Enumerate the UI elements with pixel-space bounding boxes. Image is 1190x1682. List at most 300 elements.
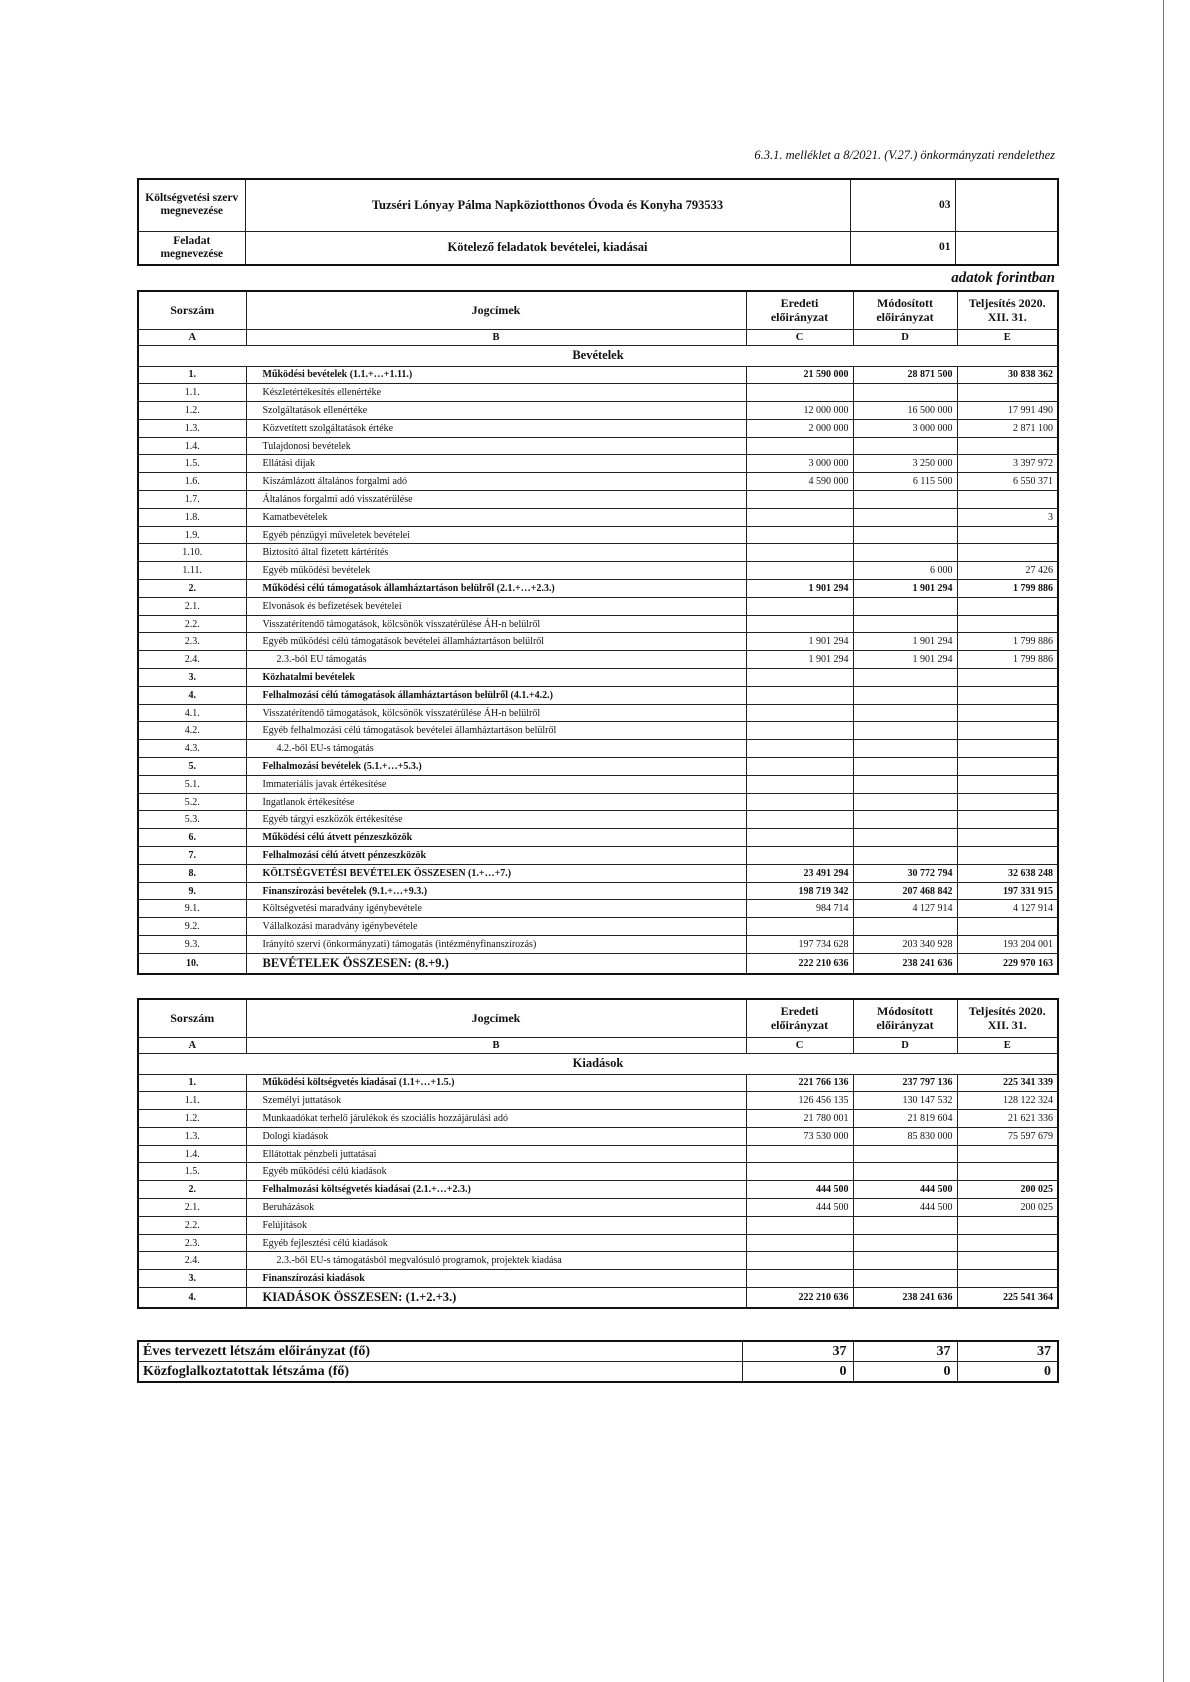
table-row — [138, 633, 1058, 651]
row-label: Felhalmozási költségvetés kiadásai (2.1.+…+2.3.) — [246, 1181, 746, 1199]
table-row — [138, 775, 1058, 793]
row-label: Dologi kiadások — [246, 1127, 746, 1145]
header-task-empty — [955, 231, 1058, 265]
value-modositott — [853, 384, 957, 402]
value-eredeti: 221 766 136 — [746, 1074, 853, 1092]
header-task-code: 01 — [850, 231, 955, 265]
row-label: Ellátottak pénzbeli juttatásai — [246, 1145, 746, 1163]
row-number: 4. — [138, 686, 246, 704]
row-number: 3. — [138, 669, 246, 687]
row-number: 4.3. — [138, 740, 246, 758]
value-modositott — [853, 597, 957, 615]
value-teljesites — [957, 544, 1058, 562]
col-letter-e: E — [957, 1037, 1058, 1053]
row-number: 9.1. — [138, 900, 246, 918]
value-modositott — [853, 669, 957, 687]
value-teljesites — [957, 597, 1058, 615]
table-row — [138, 1092, 1058, 1110]
value-eredeti — [746, 508, 853, 526]
value-eredeti: 444 500 — [746, 1199, 853, 1217]
table-row — [138, 1288, 1058, 1309]
expense-table — [137, 998, 1059, 1309]
table-row — [138, 562, 1058, 580]
value-teljesites: 1 799 886 — [957, 633, 1058, 651]
staff-value-c: 37 — [742, 1341, 853, 1362]
value-teljesites: 4 127 914 — [957, 900, 1058, 918]
row-number: 2.3. — [138, 633, 246, 651]
value-modositott: 85 830 000 — [853, 1127, 957, 1145]
row-label: Személyi juttatások — [246, 1092, 746, 1110]
value-eredeti — [746, 758, 853, 776]
value-modositott: 1 901 294 — [853, 633, 957, 651]
value-modositott: 237 797 136 — [853, 1074, 957, 1092]
row-number: 9. — [138, 882, 246, 900]
row-number: 1.6. — [138, 473, 246, 491]
value-eredeti — [746, 793, 853, 811]
col-letter-c: C — [746, 329, 853, 345]
row-number: 1.10. — [138, 544, 246, 562]
value-teljesites — [957, 1145, 1058, 1163]
units-note: adatok forintban — [951, 270, 1055, 286]
row-label: Kiszámlázott általános forgalmi adó — [246, 473, 746, 491]
row-number: 5.1. — [138, 775, 246, 793]
value-modositott: 21 819 604 — [853, 1110, 957, 1128]
header-org-name: Tuzséri Lónyay Pálma Napköziotthonos Óvoda és Konyha 793533 — [245, 179, 850, 231]
row-number: 2.3. — [138, 1234, 246, 1252]
row-number: 2. — [138, 1181, 246, 1199]
table-row — [138, 1199, 1058, 1217]
table-row — [138, 669, 1058, 687]
row-number: 3. — [138, 1270, 246, 1288]
row-label: Egyéb működési célú kiadások — [246, 1163, 746, 1181]
value-modositott — [853, 544, 957, 562]
value-eredeti — [746, 615, 853, 633]
value-modositott: 6 115 500 — [853, 473, 957, 491]
table-row — [138, 1181, 1058, 1199]
value-eredeti: 1 901 294 — [746, 651, 853, 669]
value-teljesites — [957, 758, 1058, 776]
row-label: Működési bevételek (1.1.+…+1.11.) — [246, 366, 746, 384]
value-eredeti — [746, 829, 853, 847]
row-label: Közhatalmi bevételek — [246, 669, 746, 687]
value-modositott: 444 500 — [853, 1181, 957, 1199]
value-teljesites — [957, 526, 1058, 544]
value-modositott: 30 772 794 — [853, 864, 957, 882]
value-teljesites — [957, 669, 1058, 687]
value-eredeti: 21 590 000 — [746, 366, 853, 384]
value-teljesites: 17 991 490 — [957, 402, 1058, 420]
table-row — [138, 419, 1058, 437]
value-teljesites — [957, 918, 1058, 936]
value-teljesites — [957, 384, 1058, 402]
revenue-section-title: Bevételek — [138, 345, 1058, 366]
value-teljesites — [957, 775, 1058, 793]
value-modositott — [853, 491, 957, 509]
value-teljesites — [957, 847, 1058, 865]
value-eredeti — [746, 704, 853, 722]
col-teljesites: Teljesítés 2020. XII. 31. — [957, 291, 1058, 329]
value-modositott — [853, 722, 957, 740]
value-eredeti — [746, 722, 853, 740]
value-modositott: 1 901 294 — [853, 580, 957, 598]
value-modositott — [853, 1145, 957, 1163]
row-label: Általános forgalmi adó visszatérülése — [246, 491, 746, 509]
value-modositott — [853, 793, 957, 811]
value-modositott — [853, 811, 957, 829]
header-org-label: Költségvetési szerv megnevezése — [138, 179, 245, 231]
row-label: Ellátási díjak — [246, 455, 746, 473]
value-teljesites: 2 871 100 — [957, 419, 1058, 437]
staff-row — [138, 1362, 1058, 1383]
row-number: 1.5. — [138, 1163, 246, 1181]
row-label: BEVÉTELEK ÖSSZESEN: (8.+9.) — [246, 953, 746, 974]
col-sorszam: Sorszám — [138, 291, 246, 329]
row-label: Irányító szervi (önkormányzati) támogatás (intézményfinanszírozás) — [246, 936, 746, 954]
value-eredeti — [746, 544, 853, 562]
row-label: Visszatérítendő támogatások, kölcsönök visszatérülése ÁH-n belülről — [246, 615, 746, 633]
value-teljesites — [957, 1234, 1058, 1252]
table-row — [138, 1163, 1058, 1181]
row-number: 2.1. — [138, 1199, 246, 1217]
value-modositott: 6 000 — [853, 562, 957, 580]
value-modositott — [853, 1234, 957, 1252]
table-row — [138, 936, 1058, 954]
value-modositott — [853, 775, 957, 793]
table-row — [138, 384, 1058, 402]
value-teljesites — [957, 793, 1058, 811]
row-number: 1. — [138, 366, 246, 384]
table-row — [138, 1270, 1058, 1288]
row-label: Költségvetési maradvány igénybevétele — [246, 900, 746, 918]
col-jogcimek: Jogcímek — [246, 291, 746, 329]
col-modositott: Módosított előirányzat — [853, 291, 957, 329]
value-teljesites: 225 341 339 — [957, 1074, 1058, 1092]
row-number: 9.3. — [138, 936, 246, 954]
header-org-code: 03 — [850, 179, 955, 231]
value-teljesites: 3 — [957, 508, 1058, 526]
header-task-name: Kötelező feladatok bevételei, kiadásai — [245, 231, 850, 265]
value-modositott: 207 468 842 — [853, 882, 957, 900]
value-teljesites: 27 426 — [957, 562, 1058, 580]
expense-rows — [138, 1074, 1058, 1308]
table-row — [138, 597, 1058, 615]
value-teljesites — [957, 437, 1058, 455]
value-eredeti — [746, 1216, 853, 1234]
row-number: 5. — [138, 758, 246, 776]
value-eredeti — [746, 918, 853, 936]
value-eredeti — [746, 1270, 853, 1288]
value-eredeti: 126 456 135 — [746, 1092, 853, 1110]
row-label: Felhalmozási célú átvett pénzeszközök — [246, 847, 746, 865]
row-number: 2.2. — [138, 615, 246, 633]
row-label: Egyéb működési célú támogatások bevételei államháztartáson belülről — [246, 633, 746, 651]
value-teljesites: 200 025 — [957, 1181, 1058, 1199]
value-eredeti: 197 734 628 — [746, 936, 853, 954]
table-row — [138, 615, 1058, 633]
row-number: 5.3. — [138, 811, 246, 829]
table-row — [138, 722, 1058, 740]
row-number: 2.2. — [138, 1216, 246, 1234]
value-teljesites — [957, 722, 1058, 740]
row-label: 2.3.-ból EU támogatás — [246, 651, 746, 669]
staff-label: Közfoglalkoztatottak létszáma (fő) — [138, 1362, 742, 1383]
header-org-empty — [955, 179, 1058, 231]
table-row — [138, 508, 1058, 526]
value-teljesites: 21 621 336 — [957, 1110, 1058, 1128]
col-sorszam: Sorszám — [138, 999, 246, 1037]
value-modositott — [853, 847, 957, 865]
table-row — [138, 1252, 1058, 1270]
table-row — [138, 580, 1058, 598]
row-number: 2.4. — [138, 1252, 246, 1270]
scan-edge-line — [1163, 0, 1164, 1682]
row-label: Szolgáltatások ellenértéke — [246, 402, 746, 420]
value-eredeti — [746, 1145, 853, 1163]
value-teljesites — [957, 615, 1058, 633]
value-eredeti — [746, 491, 853, 509]
row-label: Működési célú támogatások államháztartáson belülről (2.1.+…+2.3.) — [246, 580, 746, 598]
value-eredeti: 1 901 294 — [746, 633, 853, 651]
row-number: 2. — [138, 580, 246, 598]
value-modositott: 3 000 000 — [853, 419, 957, 437]
value-eredeti: 222 210 636 — [746, 953, 853, 974]
value-teljesites: 3 397 972 — [957, 455, 1058, 473]
row-number: 4.1. — [138, 704, 246, 722]
col-letter-a: A — [138, 329, 246, 345]
col-letter-b: B — [246, 1037, 746, 1053]
row-number: 1.2. — [138, 1110, 246, 1128]
value-teljesites — [957, 1252, 1058, 1270]
value-eredeti: 12 000 000 — [746, 402, 853, 420]
row-label: Immateriális javak értékesítése — [246, 775, 746, 793]
revenue-table — [137, 290, 1059, 975]
expense-section-title: Kiadások — [138, 1053, 1058, 1074]
staff-value-c: 0 — [742, 1362, 853, 1383]
table-row — [138, 366, 1058, 384]
table-row — [138, 1234, 1058, 1252]
col-eredeti: Eredeti előirányzat — [746, 999, 853, 1037]
row-number: 1.7. — [138, 491, 246, 509]
table-row — [138, 900, 1058, 918]
annex-reference: 6.3.1. melléklet a 8/2021. (V.27.) önkormányzati rendelethez — [754, 148, 1055, 162]
value-eredeti: 23 491 294 — [746, 864, 853, 882]
value-eredeti — [746, 740, 853, 758]
col-letter-a: A — [138, 1037, 246, 1053]
table-row — [138, 1110, 1058, 1128]
row-number: 5.2. — [138, 793, 246, 811]
value-modositott — [853, 740, 957, 758]
value-eredeti: 73 530 000 — [746, 1127, 853, 1145]
row-number: 1.1. — [138, 384, 246, 402]
table-row — [138, 811, 1058, 829]
value-teljesites: 1 799 886 — [957, 580, 1058, 598]
value-teljesites — [957, 686, 1058, 704]
row-number: 2.1. — [138, 597, 246, 615]
header-task-label: Feladat megnevezése — [138, 231, 245, 265]
value-eredeti — [746, 1163, 853, 1181]
row-label: KIADÁSOK ÖSSZESEN: (1.+2.+3.) — [246, 1288, 746, 1309]
row-number: 7. — [138, 847, 246, 865]
table-row — [138, 544, 1058, 562]
row-label: Biztosító által fizetett kártérítés — [246, 544, 746, 562]
table-row — [138, 953, 1058, 974]
table-row — [138, 651, 1058, 669]
value-eredeti — [746, 562, 853, 580]
value-eredeti — [746, 1252, 853, 1270]
col-letter-d: D — [853, 1037, 957, 1053]
col-jogcimek: Jogcímek — [246, 999, 746, 1037]
value-modositott: 1 901 294 — [853, 651, 957, 669]
table-row — [138, 526, 1058, 544]
row-label: Működési költségvetés kiadásai (1.1+…+1.5.) — [246, 1074, 746, 1092]
value-modositott: 16 500 000 — [853, 402, 957, 420]
value-eredeti: 444 500 — [746, 1181, 853, 1199]
row-number: 9.2. — [138, 918, 246, 936]
value-modositott: 4 127 914 — [853, 900, 957, 918]
row-label: Felhalmozási célú támogatások államháztartáson belülről (4.1.+4.2.) — [246, 686, 746, 704]
value-teljesites: 128 122 324 — [957, 1092, 1058, 1110]
value-teljesites: 197 331 915 — [957, 882, 1058, 900]
table-row — [138, 793, 1058, 811]
row-label: Elvonások és befizetések bevételei — [246, 597, 746, 615]
value-modositott — [853, 758, 957, 776]
row-label: Vállalkozási maradvány igénybevétele — [246, 918, 746, 936]
table-row — [138, 918, 1058, 936]
value-eredeti — [746, 526, 853, 544]
value-eredeti: 21 780 001 — [746, 1110, 853, 1128]
value-teljesites: 75 597 679 — [957, 1127, 1058, 1145]
row-label: 2.3.-ből EU-s támogatásból megvalósuló programok, projektek kiadása — [246, 1252, 746, 1270]
row-label: Munkaadókat terhelő járulékok és szociális hozzájárulási adó — [246, 1110, 746, 1128]
row-label: Ingatlanok értékesítése — [246, 793, 746, 811]
value-modositott: 130 147 532 — [853, 1092, 957, 1110]
header-table — [137, 178, 1059, 266]
value-teljesites: 229 970 163 — [957, 953, 1058, 974]
value-eredeti — [746, 847, 853, 865]
row-number: 1.8. — [138, 508, 246, 526]
value-modositott — [853, 615, 957, 633]
row-number: 1.3. — [138, 1127, 246, 1145]
value-eredeti — [746, 384, 853, 402]
value-eredeti — [746, 811, 853, 829]
value-teljesites — [957, 740, 1058, 758]
table-row — [138, 1145, 1058, 1163]
value-modositott: 444 500 — [853, 1199, 957, 1217]
row-label: Felhalmozási bevételek (5.1.+…+5.3.) — [246, 758, 746, 776]
col-letter-d: D — [853, 329, 957, 345]
row-label: Kamatbevételek — [246, 508, 746, 526]
value-modositott: 28 871 500 — [853, 366, 957, 384]
value-eredeti — [746, 669, 853, 687]
value-modositott: 3 250 000 — [853, 455, 957, 473]
row-number: 10. — [138, 953, 246, 974]
row-number: 1.1. — [138, 1092, 246, 1110]
table-row — [138, 491, 1058, 509]
row-label: Egyéb működési bevételek — [246, 562, 746, 580]
table-row — [138, 882, 1058, 900]
col-letter-e: E — [957, 329, 1058, 345]
row-label: KÖLTSÉGVETÉSI BEVÉTELEK ÖSSZESEN (1.+…+7.) — [246, 864, 746, 882]
row-number: 1.4. — [138, 1145, 246, 1163]
value-modositott — [853, 508, 957, 526]
table-row — [138, 1074, 1058, 1092]
value-teljesites: 1 799 886 — [957, 651, 1058, 669]
table-row — [138, 473, 1058, 491]
row-label: 4.2.-ből EU-s támogatás — [246, 740, 746, 758]
col-eredeti: Eredeti előirányzat — [746, 291, 853, 329]
staff-value-e: 37 — [957, 1341, 1058, 1362]
revenue-rows — [138, 366, 1058, 974]
staff-table — [137, 1340, 1059, 1383]
row-number: 1.9. — [138, 526, 246, 544]
row-label: Készletértékesítés ellenértéke — [246, 384, 746, 402]
value-modositott — [853, 1270, 957, 1288]
value-modositott — [853, 829, 957, 847]
value-modositott: 238 241 636 — [853, 1288, 957, 1309]
value-modositott — [853, 918, 957, 936]
value-modositott: 238 241 636 — [853, 953, 957, 974]
value-eredeti: 222 210 636 — [746, 1288, 853, 1309]
value-teljesites: 32 638 248 — [957, 864, 1058, 882]
col-modositott: Módosított előirányzat — [853, 999, 957, 1037]
table-row — [138, 847, 1058, 865]
row-number: 8. — [138, 864, 246, 882]
table-row — [138, 402, 1058, 420]
value-modositott — [853, 437, 957, 455]
value-modositott — [853, 686, 957, 704]
value-modositott — [853, 704, 957, 722]
row-number: 1.5. — [138, 455, 246, 473]
row-number: 6. — [138, 829, 246, 847]
row-label: Finanszírozási kiadások — [246, 1270, 746, 1288]
table-row — [138, 437, 1058, 455]
row-label: Finanszírozási bevételek (9.1.+…+9.3.) — [246, 882, 746, 900]
value-teljesites — [957, 1216, 1058, 1234]
value-eredeti — [746, 597, 853, 615]
value-teljesites — [957, 491, 1058, 509]
value-modositott: 203 340 928 — [853, 936, 957, 954]
value-modositott — [853, 526, 957, 544]
row-number: 1.4. — [138, 437, 246, 455]
row-label: Tulajdonosi bevételek — [246, 437, 746, 455]
col-letter-c: C — [746, 1037, 853, 1053]
value-modositott — [853, 1163, 957, 1181]
row-number: 1. — [138, 1074, 246, 1092]
table-row — [138, 1127, 1058, 1145]
row-label: Egyéb tárgyi eszközök értékesítése — [246, 811, 746, 829]
value-eredeti — [746, 775, 853, 793]
row-number: 1.11. — [138, 562, 246, 580]
value-teljesites: 225 541 364 — [957, 1288, 1058, 1309]
value-eredeti: 1 901 294 — [746, 580, 853, 598]
row-number: 4. — [138, 1288, 246, 1309]
table-row — [138, 1216, 1058, 1234]
value-teljesites — [957, 1163, 1058, 1181]
value-teljesites — [957, 811, 1058, 829]
col-letter-b: B — [246, 329, 746, 345]
staff-value-e: 0 — [957, 1362, 1058, 1383]
row-label: Közvetített szolgáltatások értéke — [246, 419, 746, 437]
value-eredeti — [746, 1234, 853, 1252]
table-row — [138, 740, 1058, 758]
value-eredeti: 2 000 000 — [746, 419, 853, 437]
table-row — [138, 758, 1058, 776]
col-teljesites: Teljesítés 2020. XII. 31. — [957, 999, 1058, 1037]
row-number: 2.4. — [138, 651, 246, 669]
row-number: 4.2. — [138, 722, 246, 740]
value-eredeti — [746, 437, 853, 455]
row-label: Működési célú átvett pénzeszközök — [246, 829, 746, 847]
